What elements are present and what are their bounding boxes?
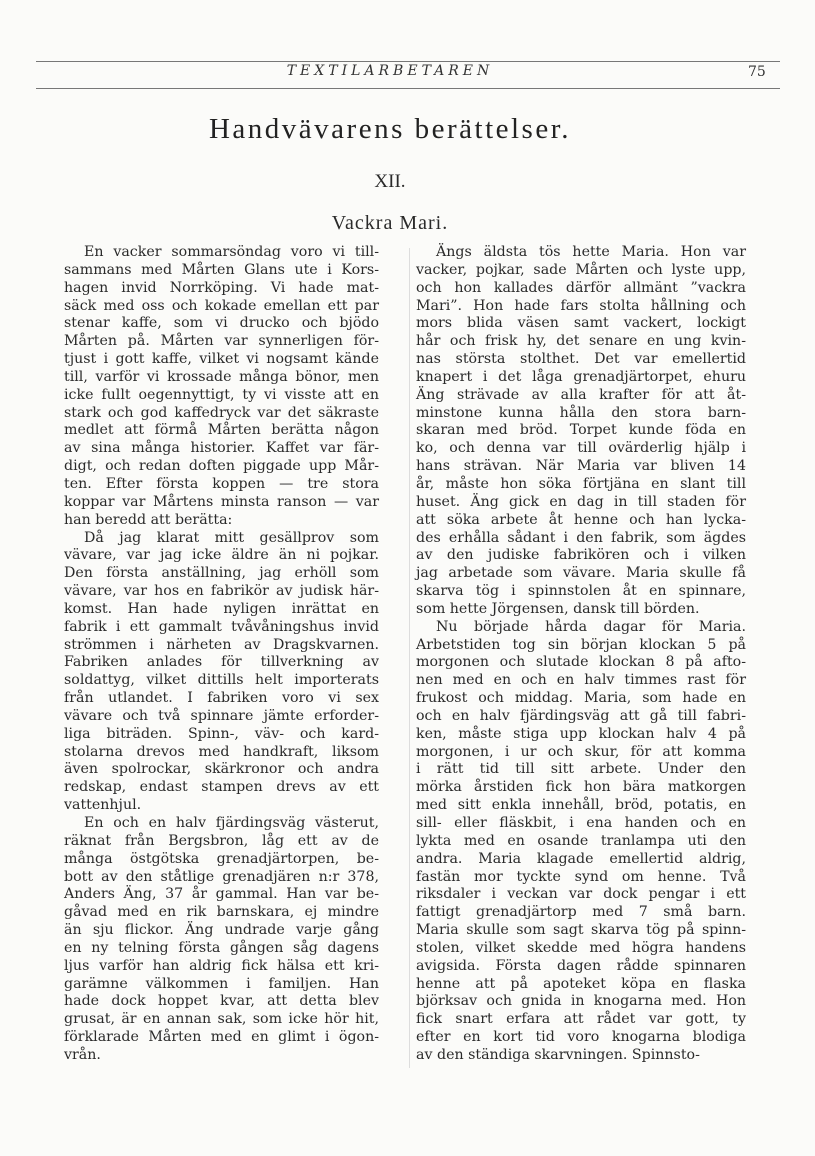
text-line: från utlandet. I fabriken voro vi sex [64, 690, 379, 707]
text-line: frukost och middag. Maria, som hade en [416, 690, 746, 707]
running-header-journal: TEXTILARBETAREN [286, 63, 494, 79]
text-line: och en halv fjärdingsväg att gå till fabri- [416, 707, 746, 724]
text-line: efter en kort tid voro knogarna blodiga [416, 1029, 746, 1046]
text-line: huset. Äng gick en dag in till staden för [416, 493, 746, 510]
text-line: strömmen i närheten av Dragskvarnen. [64, 636, 379, 653]
text-line: Den första anställning, jag erhöll som [64, 565, 379, 582]
text-line: Då jag klarat mitt gesällprov som [84, 529, 379, 546]
text-line: sill- eller fläskbit, i ena handen och en [416, 815, 746, 831]
text-line: år, måste hon söka förtjäna en slant till [416, 475, 746, 492]
text-line: gåvad med en rik barnskara, ej mindre [64, 904, 379, 921]
text-line: digt, och redan doften piggade upp Mår- [64, 458, 379, 475]
text-line: vrån. [64, 1046, 101, 1063]
paragraph [416, 244, 746, 619]
text-line: Mårten på. Mårten var synnerligen för- [64, 333, 379, 350]
text-line: av sina många historier. Kaffet var fär- [64, 440, 379, 457]
text-line: morgonen, i ur och skur, för att komma [416, 743, 746, 760]
paragraph [416, 619, 746, 1065]
text-line: Nu började hårda dagar för Maria. [436, 618, 746, 635]
text-line: säck med oss och kokade emellan ett par [64, 297, 379, 314]
text-line: skaran med bröd. Torpet kunde föda en [416, 422, 746, 439]
text-line: ken, måste stiga upp klockan halv 4 på [416, 725, 746, 742]
text-line: räknat från Bergsbron, låg ett av de [64, 832, 379, 849]
text-line: riksdaler i veckan var dock pengar i ett [416, 886, 746, 903]
text-line: Arbetstiden tog sin början klockan 5 på [416, 636, 746, 653]
text-line: ljus varför han aldrig fick hälsa ett kri- [64, 957, 379, 974]
text-line: lykta med en osande tranlampa uti den [416, 832, 746, 849]
text-line: Ängs äldsta tös hette Maria. Hon var [436, 244, 746, 260]
text-line: garämne välkommen i familjen. Han [64, 975, 379, 992]
text-line: med sitt enkla innehåll, bröd, potatis, en [416, 797, 746, 814]
text-line: Anders Äng, 37 år gammal. Han var be- [64, 886, 379, 903]
text-line: avigsida. Första dagen rådde spinnaren [416, 957, 746, 974]
text-line: jag arbetade som vävare. Maria skulle få [416, 565, 746, 582]
text-line: des erhålla sådant i den fabrik, som ägdes [416, 529, 746, 546]
text-line: vattenhjul. [64, 797, 142, 814]
text-line: ten. Efter första koppen — tre stora [64, 475, 379, 492]
text-line: en ny telning första gången såg dagens [64, 939, 379, 956]
text-line: icke fullt oegennyttigt, ty vi visste att en [64, 386, 379, 403]
text-line: nen med en och en halv timmes rast för [416, 672, 746, 689]
text-line: stolarna drevos med handkraft, liksom [64, 743, 379, 760]
text-line: sammans med Mårten Glans ute i Kors- [64, 261, 379, 278]
text-line: grusat, är en annan sak, som icke hör hit, [64, 1011, 379, 1028]
text-line: medlet att förmå Mårten berätta någon [64, 422, 379, 439]
text-line: vävare och två spinnare jämte erforder- [64, 707, 379, 724]
paragraph [64, 815, 379, 1065]
chapter-number: XII. [374, 171, 406, 192]
text-line: till, varför vi krossade många bönor, men [64, 368, 379, 385]
text-line: morgonen och slutade klockan 8 på afto- [416, 654, 746, 671]
text-line: mörka årstiden fick hon bära matkorgen [416, 779, 746, 796]
text-line: även spolrockar, skärkronor och andra [64, 761, 379, 778]
text-line: i rätt tid till sitt arbete. Under den [416, 761, 746, 778]
text-column-right [416, 244, 746, 1065]
text-line: Mari”. Hon hade fars stolta hållning och [416, 297, 746, 314]
text-line: vävare, var hos en fabrikör av judisk här- [64, 583, 379, 600]
text-line: hade dock hoppet kvar, att detta blev [64, 993, 379, 1010]
text-line: än sju flickor. Äng undrade varje gång [64, 922, 379, 939]
text-line: fattigt grenadjärtorp med 7 små barn. [416, 904, 746, 921]
text-line: redskap, endast stampen drevs av ett [64, 779, 379, 796]
text-line: förklarade Mårten med en glimt i ögon- [64, 1029, 379, 1046]
text-line: av den judiske fabrikören och i vilken [416, 547, 746, 564]
text-line: vävare, var jag icke äldre än ni pojkar. [64, 547, 379, 564]
text-line: att söka arbete åt henne och han lycka- [416, 511, 746, 528]
text-line: som hette Jörgensen, dansk till börden. [416, 600, 700, 617]
text-line: henne att på apoteket köpa en flaska [416, 975, 746, 992]
text-line: hår och frisk hy, det senare en ung kvin- [416, 333, 746, 350]
text-line: ko, och denna var till ovärderlig hjälp i [416, 440, 746, 457]
text-line: Fabriken anlades för tillverkning av [64, 654, 379, 671]
text-line: många östgötska grenadjärtorpen, be- [64, 850, 379, 867]
text-line: vacker, pojkar, sade Mårten och lyste upp, [416, 261, 746, 278]
text-line: komst. Han hade nyligen inrättat en [64, 600, 379, 617]
text-line: han beredd att berätta: [64, 511, 233, 528]
text-line: hans strävan. När Maria var bliven 14 [416, 458, 746, 475]
text-line: tjust i gott kaffe, vilket vi nogsamt kände [64, 351, 379, 368]
header-rule-top [36, 61, 780, 62]
text-line: mors blida väsen samt vackert, lockigt [416, 315, 746, 332]
text-line: stark och god kaffedryck var det säkraste [64, 404, 379, 421]
text-line: skarva tög i spinnstolen åt en spinnare, [416, 583, 746, 600]
text-line: En vacker sommarsöndag voro vi till- [84, 244, 379, 260]
page-number: 75 [748, 64, 766, 80]
paragraph [64, 530, 379, 816]
text-line: bott av den ståtlige grenadjären n:r 378, [64, 868, 379, 885]
text-line: fick snart erfara att rådet var gott, ty [416, 1011, 746, 1028]
text-line: hagen invid Norrköping. Vi hade mat- [64, 279, 379, 296]
column-divider [409, 248, 410, 1068]
text-line: nas största stolthet. Det var emellertid [416, 351, 746, 368]
text-line: En och en halv fjärdingsväg västerut, [84, 815, 379, 831]
text-line: liga biträden. Spinn-, väv- och kard- [64, 725, 379, 742]
text-line: fabrik i ett gammalt tvåvåningshus invid [64, 618, 379, 635]
text-line: Maria skulle som sagt skarva tög på spinn- [416, 922, 746, 939]
text-column-left [64, 244, 379, 1065]
article-title: Handvävarens berättelser. [208, 113, 572, 145]
text-line: och hon kallades därför allmänt ”vackra [416, 279, 746, 296]
text-line: björksav och gnida in knogarna med. Hon [416, 993, 746, 1010]
text-line: av den ständiga skarvningen. Spinnsto- [416, 1046, 700, 1063]
text-line: soldattyg, vilket dittills helt importerats [64, 672, 379, 689]
header-rule-bottom [36, 88, 780, 89]
text-line: fastän mor tyckte synd om henne. Två [416, 868, 746, 885]
text-line: koppar var Mårtens minsta ranson — var [64, 493, 379, 510]
text-line: knapert i det låga grenadjärtorpet, ehuru [416, 368, 746, 385]
text-line: minstone kunna hålla den stora barn- [416, 404, 746, 421]
story-title: Vackra Mari. [331, 212, 449, 234]
text-line: Äng strävade av alla krafter för att åt- [416, 386, 746, 403]
text-line: stenar kaffe, som vi drucko och bjödo [64, 315, 379, 332]
text-line: andra. Maria klagade emellertid aldrig, [416, 850, 746, 867]
paragraph [64, 244, 379, 530]
text-line: stolen, vilket skedde med högra handens [416, 939, 746, 956]
